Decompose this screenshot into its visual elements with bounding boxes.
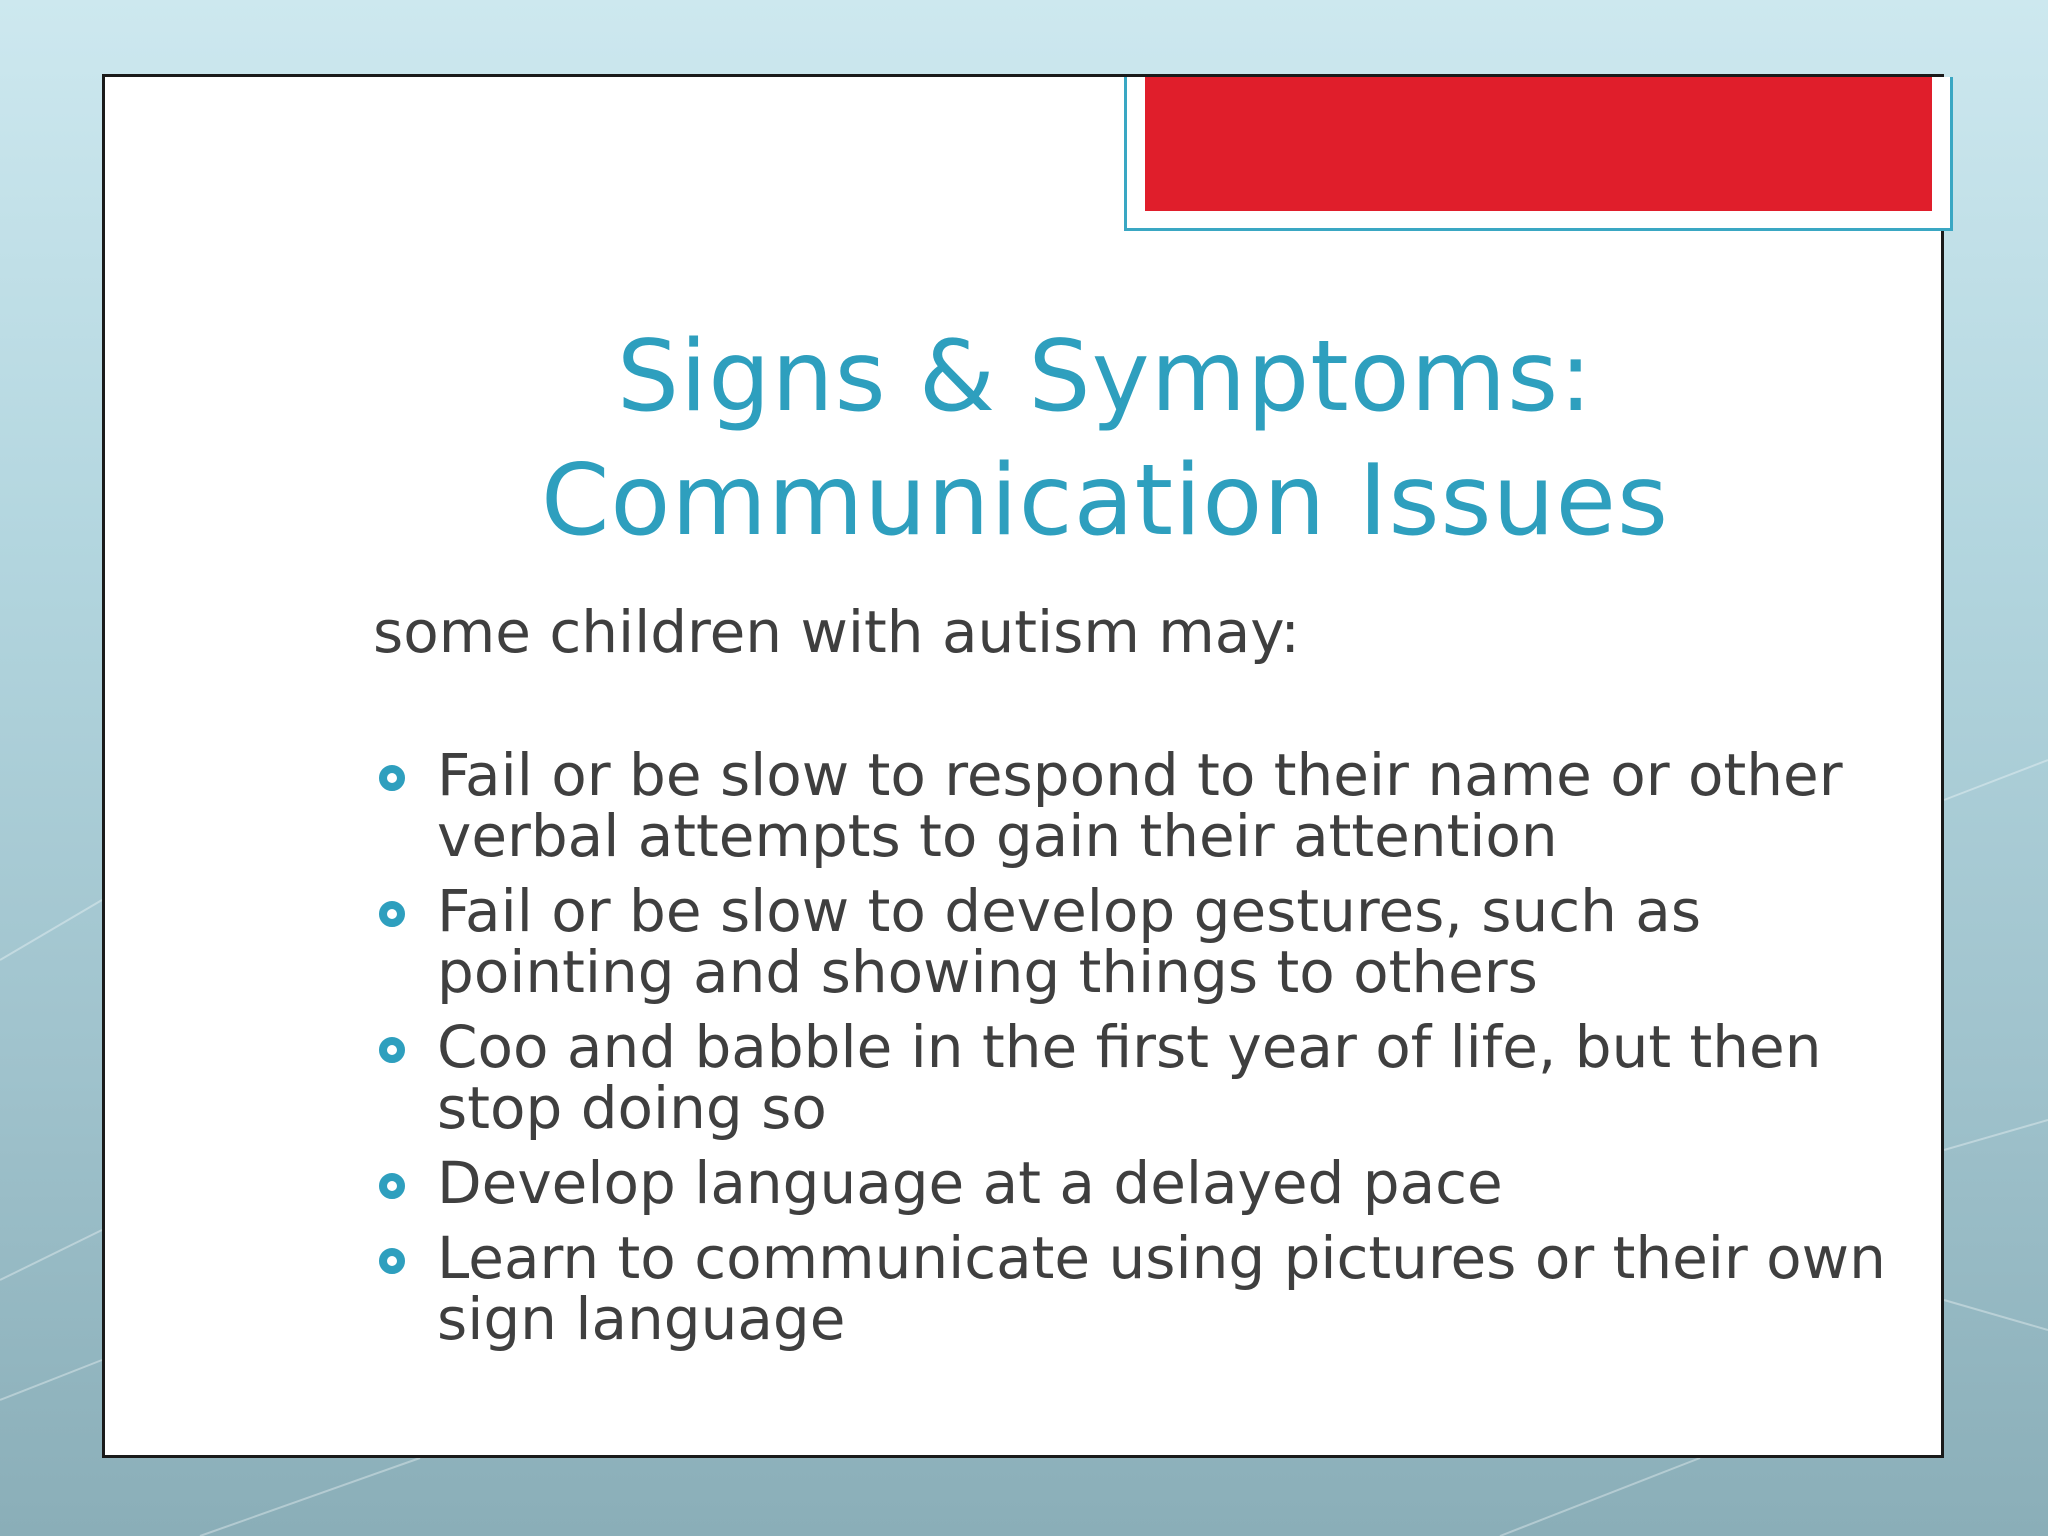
slide-card [102,74,1944,1458]
bullet-text: Develop language at a delayed pace [437,1149,1503,1217]
bullet-text: Fail or be slow to respond to their name or other verbal attempts to gain their attention [437,741,1843,870]
intro-text: some children with autism may: [373,598,1300,666]
hollow-circle-bullet-icon [379,1173,405,1199]
hollow-circle-bullet-icon [379,765,405,791]
bullet-item [373,1149,1893,1217]
slide-title [365,315,1845,563]
bullet-list [373,741,1893,1364]
hollow-circle-bullet-icon [379,1037,405,1063]
bullet-item [373,741,1893,870]
bullet-item [373,1224,1893,1353]
slide-title-line-1: Signs & Symptoms: [616,320,1594,434]
slide-title-line-2: Communication Issues [540,444,1670,558]
bullet-item [373,1013,1893,1142]
bullet-text: Fail or be slow to develop gestures, such as pointing and showing things to others [437,877,1702,1006]
bullet-item [373,877,1893,1006]
bullet-text: Learn to communicate using pictures or their own sign language [437,1224,1886,1353]
hollow-circle-bullet-icon [379,901,405,927]
hollow-circle-bullet-icon [379,1248,405,1274]
bullet-text: Coo and babble in the first year of life, but then stop doing so [437,1013,1822,1142]
accent-block [1145,77,1932,211]
